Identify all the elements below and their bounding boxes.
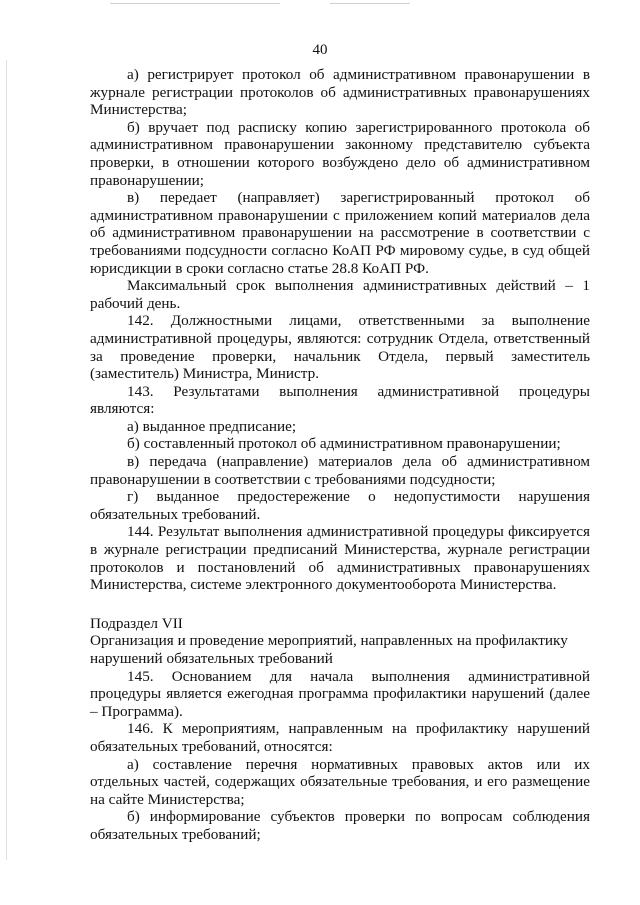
paragraph-max-term: Максимальный срок выполнения административных действий – 1 рабочий день. [90,277,590,312]
paragraph-144: 144. Результат выполнения административной процедуры фиксируется в журнале регистрации предписаний Министерства, журнале регистрации протоколов и постановлений об административных правонарушениях Министерства, системе электронного документооборота Министерства. [90,523,590,594]
paragraph-143-b: б) составленный протокол об административном правонарушении; [127,435,561,453]
paragraph-item-v-transfer: в) передает (направляет) зарегистрированный протокол об административном правонарушении с приложением копий материалов дела об административном правонарушении на рассмотрение в соответствии с требованиями подсудности согласно КоАП РФ мировому судье, в суд общей юрисдикции в сроки согласно статье 28.8 КоАП РФ. [90,189,590,277]
paragraph-143-v: в) передача (направление) материалов дела об административном правонарушении в соответствии с требованиями подсудности; [90,453,590,488]
paragraph-145: 145. Основанием для начала выполнения административной процедуры является ежегодная программа профилактики нарушений (далее – Программа). [90,667,590,720]
subsection-subtitle-line1: Организация и проведение мероприятий, направленных на профилактику [90,632,568,650]
paragraph-143-g: г) выданное предостережение о недопустимости нарушения обязательных требований. [90,488,590,523]
paragraph-143: 143. Результатами выполнения административной процедуры являются: [90,382,590,418]
paragraph-142: 142. Должностными лицами, ответственными за выполнение административной процедуры, являются: сотрудник Отдела, ответственный за проведение проверки, начальник Отдела, первый заместитель (заместитель) Министра, Министр. [90,312,590,383]
paragraph-item-a-register: а) регистрирует протокол об административном правонарушении в журнале регистрации протоколов об административных правонарушениях Министерства; [90,66,590,119]
scan-artifact-left-edge [6,60,7,860]
paragraph-146-a: а) составление перечня нормативных правовых актов или их отдельных частей, содержащих обязательные требования, и его размещение на сайте Министерства; [90,755,590,808]
paragraph-146-b: б) информирование субъектов проверки по вопросам соблюдения обязательных требований; [90,808,590,843]
document-body [90,66,590,844]
paragraph-item-b-hand-copy: б) вручает под расписку копию зарегистрированного протокола об административном правонарушении законному представителю субъекта проверки, в отношении которого возбуждено дело об административном правонарушении; [90,118,590,189]
scan-artifact-top-right [330,3,410,4]
paragraph-143-a: а) выданное предписание; [127,417,297,435]
page-number: 40 [312,42,328,58]
subsection-subtitle-line2: нарушений обязательных требований [90,650,333,667]
scan-artifact-top [110,3,280,4]
subsection-title: Подраздел VII [90,614,183,632]
paragraph-146: 146. К мероприятиям, направленным на профилактику нарушений обязательных требований, относятся: [90,720,590,755]
